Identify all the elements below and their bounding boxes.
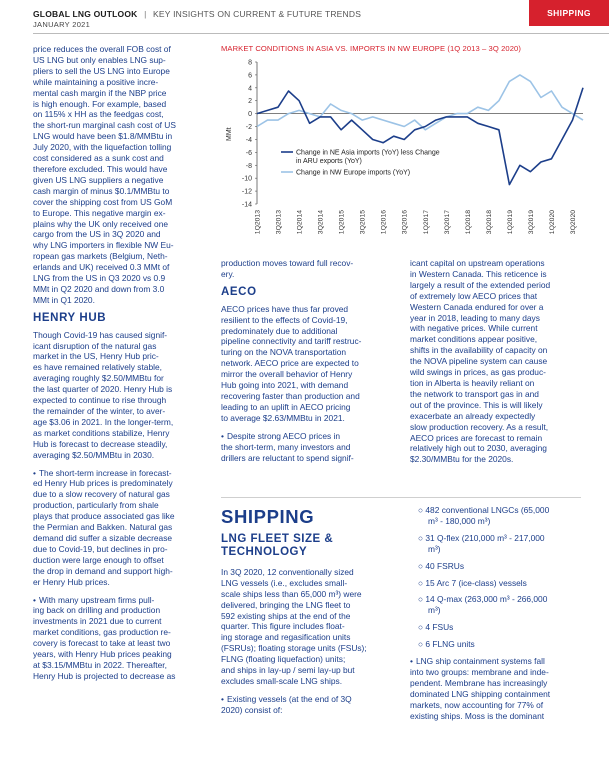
legend-label-cont: in ARU exports (YoY) xyxy=(296,158,362,165)
text-line: largely a result of the extended period xyxy=(410,279,551,290)
text-line: excludes small-scale LNG ships. xyxy=(221,675,343,686)
shipping-column-left xyxy=(221,506,387,723)
text-line: erlands and UK) received 0.3 MMt of xyxy=(33,262,170,273)
text-line: resilient to the effects of Covid-19, xyxy=(221,314,348,325)
fleet-heading xyxy=(221,533,387,559)
fleet-item-text: 31 Q-flex (210,000 m³ - 217,000 xyxy=(425,532,545,543)
x-tick-label: 3Q2018 xyxy=(485,210,493,235)
legend-label: Change in NE Asia imports (YoY) less Change xyxy=(296,149,440,157)
text-line: Western Canada endured for over a xyxy=(410,301,544,312)
text-line: out of the province. This is will likely xyxy=(410,399,543,410)
y-tick-label: 4 xyxy=(248,85,252,93)
text-line: 2020) consist of: xyxy=(221,704,283,715)
text-line: price reduces the overall FOB cost of xyxy=(33,44,171,54)
text-line: in Western Canada. This reticence is xyxy=(410,268,547,279)
x-tick-label: 1Q2019 xyxy=(506,210,514,235)
text-line: shifts in the availability of capacity on xyxy=(410,345,548,356)
containment-bullet: • LNG ship containment systems fall into two groups: membrane and inde- pendent. Membrane has increasingly dominated LNG shipping containment markets, now accounting for 77% of existing ships. Moss is the dominant xyxy=(410,656,551,721)
text-line: With many upstream firms pull- xyxy=(38,594,155,605)
fleet-list-item xyxy=(410,578,580,589)
recovery-paragraph xyxy=(221,258,387,280)
report-subtitle: KEY INSIGHTS ON CURRENT & FUTURE TRENDS xyxy=(153,9,362,19)
text-line: relatively high out to 2030, averaging xyxy=(410,443,547,454)
text-line: on 115% x HH as the feedgas cost, xyxy=(33,109,164,120)
x-tick-label: 3Q2014 xyxy=(317,210,325,235)
fleet-list-item xyxy=(410,533,580,555)
text-line: delivered, bringing the LNG fleet to xyxy=(221,599,351,610)
text-line: The short-term increase in forecast- xyxy=(38,467,172,478)
x-tick-label: 3Q2017 xyxy=(443,210,451,235)
y-tick-label: 0 xyxy=(248,111,252,119)
chart-title: MARKET CONDITIONS IN ASIA VS. IMPORTS IN NW EUROPE (1Q 2013 – 3Q 2020) xyxy=(221,44,522,53)
fleet-list-item xyxy=(410,639,580,650)
text-line: LNG from the US in Q3 2020 vs 0.9 xyxy=(33,273,166,284)
aeco-paragraph xyxy=(221,304,387,424)
fleet-list-item xyxy=(410,505,580,527)
fleet-heading-line-1: LNG FLEET SIZE & xyxy=(221,532,334,545)
fleet-item-text-cont: m³ - 180,000 m³) xyxy=(428,515,491,526)
text-line: due to a slow recovery of natural gas xyxy=(33,489,170,500)
text-line: network. AECO price are expected to xyxy=(221,358,359,369)
fleet-list-item xyxy=(410,561,580,572)
text-line: ery. xyxy=(221,268,235,279)
text-line: mirror the overall behavior of Henry xyxy=(221,369,353,380)
text-line: to Europe. This negative margin ex- xyxy=(33,207,166,218)
fleet-list-item xyxy=(410,594,580,616)
text-line: investments in 2021 due to current xyxy=(33,616,162,627)
x-tick-label: 1Q2018 xyxy=(464,210,472,235)
text-line: duction were large enough to offset xyxy=(33,554,164,565)
henry-bullet-2: • With many upstream firms pull- ing back on drilling and production investments in 2021 due to current market conditions, gas production re- covery is forecast to take at least two years, with Henry Hub prices peaking at $3.15/MMBtu in 2022. Thereafter, Henry Hub is projected to decrease as xyxy=(33,594,176,681)
aeco-bullet: • Despite strong AECO prices in the short-term, many investors and drillers are reluctant to spend signif- xyxy=(221,430,354,463)
text-line: age $3.06 in 2021. In the longer-term, xyxy=(33,416,174,427)
y-tick-label: -12 xyxy=(241,188,252,196)
text-line: into two groups: membrane and inde- xyxy=(410,666,549,677)
text-line: pendent. Membrane has increasingly xyxy=(410,677,548,688)
y-tick-label: -14 xyxy=(241,201,252,209)
text-line: cover the shipping cost from US GoM xyxy=(33,196,173,207)
text-line: ing storage and regasification units xyxy=(221,632,351,643)
text-line: at $3.15/MMBtu in 2022. Thereafter, xyxy=(33,659,167,670)
text-line: given US LNG suppliers a negative xyxy=(33,174,164,185)
henry-hub-heading: HENRY HUB xyxy=(33,311,107,324)
circle-bullet-icon: ○ xyxy=(418,560,426,571)
shipping-column-right xyxy=(410,505,580,729)
text-line: exacerbate an already expectedly xyxy=(410,410,536,421)
text-line: the network to transport gas in and xyxy=(410,388,539,399)
text-line: of extremely low AECO prices that xyxy=(410,290,538,301)
text-line: therefore excluded. This would have xyxy=(33,163,168,174)
circle-bullet-icon: ○ xyxy=(418,622,426,633)
x-tick-label: 3Q2016 xyxy=(401,210,409,235)
text-line: leading to an uplift in AECO pricing xyxy=(221,401,351,412)
text-line: year in 2018, leading to many days xyxy=(410,312,540,323)
text-line: pipeline connectivity and tariff restruc- xyxy=(221,336,362,347)
text-line: quarter. This figure includes float- xyxy=(221,621,345,632)
report-title-strong: GLOBAL LNG OUTLOOK xyxy=(33,9,138,19)
text-line: cargo from the US in 3Q 2020 and xyxy=(33,229,161,240)
text-line: markets, now accounting for 77% of xyxy=(410,699,544,710)
y-tick-label: -10 xyxy=(241,175,252,183)
y-tick-label: 2 xyxy=(248,98,252,106)
chart-plot xyxy=(221,56,591,254)
text-line: expected to continue to rise through xyxy=(33,395,167,406)
text-line: Henry Hub is projected to decrease as xyxy=(33,670,176,681)
text-line: market conditions appear positive, xyxy=(410,334,538,345)
text-line: In 3Q 2020, 12 conventionally sized xyxy=(221,566,354,577)
fleet-item-text-cont: m³) xyxy=(428,543,441,554)
text-line: averaging roughly $2.50/MMBtu for xyxy=(33,373,164,384)
report-title xyxy=(33,9,361,19)
column-middle xyxy=(221,258,387,470)
text-line: LNG would have been $1.8/MMBtu in xyxy=(33,131,173,142)
text-line: the NOVA pipeline system can cause xyxy=(410,356,548,367)
text-line: Existing vessels (at the end of 3Q xyxy=(226,693,352,704)
fleet-item-text: 6 FLNG units xyxy=(425,639,475,650)
text-line: icant disruption of the natural gas xyxy=(33,340,157,351)
text-line: recovering faster than production and xyxy=(221,390,360,401)
text-line: slow production recovery. As a result, xyxy=(410,421,549,432)
fleet-list-item xyxy=(410,622,580,633)
henry-bullet-1: • The short-term increase in forecast- ed Henry Hub prices is predominately due to a slow recovery of natural gas production, particularly from shale plays that produce associated gas like the Permian and Bakken. Natural gas demand did suffer a sizable decrease due to Covid-19, but declines in pro- duction were large enough to offset the drop in demand and support high- er Henry Hub prices. xyxy=(33,467,175,587)
fleet-list xyxy=(410,505,580,650)
fleet-item-text-cont: m³) xyxy=(428,605,441,616)
circle-bullet-icon: ○ xyxy=(418,577,426,588)
fleet-item-text: 15 Arc 7 (ice-class) vessels xyxy=(425,577,527,588)
text-line: the short-run marginal cash cost of US xyxy=(33,120,176,131)
header-rule xyxy=(33,33,609,34)
text-line: why LNG importers in flexible NW Eu- xyxy=(33,240,174,251)
text-line: LNG ship containment systems fall xyxy=(415,656,545,667)
text-line: is high enough. For example, based xyxy=(33,98,167,109)
text-line: with negative prices. While current xyxy=(410,323,538,334)
henry-hub-paragraph xyxy=(33,330,205,461)
fleet-item-text: 40 FSRUs xyxy=(425,560,465,571)
text-line: turing on the NOVA transportation xyxy=(221,347,347,358)
text-line: the Permian and Bakken. Natural gas xyxy=(33,522,173,533)
text-line: (FSRUs); floating storage units (FSUs); xyxy=(221,643,367,654)
circle-bullet-icon: ○ xyxy=(418,594,426,605)
text-line: the last quarter of 2020. Henry Hub is xyxy=(33,384,173,395)
circle-bullet-icon: ○ xyxy=(418,639,426,650)
fleet-paragraph xyxy=(221,567,387,687)
text-line: while maintaining a positive incre- xyxy=(33,76,159,87)
circle-bullet-icon: ○ xyxy=(418,532,426,543)
text-line: 592 existing ships at the end of the xyxy=(221,610,351,621)
text-line: Despite strong AECO prices in xyxy=(226,430,341,441)
y-tick-label: -6 xyxy=(245,149,252,157)
text-line: plains why the UK only received one xyxy=(33,218,169,229)
y-tick-label: 8 xyxy=(248,59,252,67)
text-line: cash margin of minus $0.1/MMBtu to xyxy=(33,185,170,196)
text-line: due to Covid-19, but declines in pro- xyxy=(33,543,168,554)
fleet-item-text: 482 conventional LNGCs (65,000 xyxy=(425,505,550,515)
text-line: AECO prices have thus far proved xyxy=(221,303,349,314)
text-line: to average $2.63/MMBtu in 2021. xyxy=(221,412,345,423)
text-line: ropean gas markets (Belgium, Neth- xyxy=(33,251,168,262)
y-axis-label: MMt xyxy=(226,127,233,141)
text-line: production, particularly from shale xyxy=(33,500,159,511)
text-line: Hub going into 2021, with demand xyxy=(221,380,349,391)
circle-bullet-icon: ○ xyxy=(418,505,426,515)
text-line: mental cash margin if the NBP price xyxy=(33,87,167,98)
series-line-1 xyxy=(257,75,583,130)
aeco-continued-paragraph xyxy=(410,258,580,465)
text-line: covery is forecast to take at least two xyxy=(33,638,171,649)
text-line: es have remained relatively stable, xyxy=(33,362,162,373)
text-line: existing ships. Moss is the dominant xyxy=(410,710,545,721)
text-line: plays that produce associated gas like xyxy=(33,511,175,522)
title-separator: | xyxy=(144,9,147,19)
text-line: MMt in Q1 2020. xyxy=(33,294,95,305)
text-line: scale ships less than 65,000 m³) were xyxy=(221,588,362,599)
fleet-heading-line-2: TECHNOLOGY xyxy=(221,545,308,558)
x-tick-label: 3Q2015 xyxy=(359,210,367,235)
text-line: market in the US, Henry Hub pric- xyxy=(33,351,159,362)
text-line: dominated LNG shipping containment xyxy=(410,688,551,699)
text-line: Hub is forecast to decrease steadily, xyxy=(33,438,168,449)
y-tick-label: 6 xyxy=(248,72,252,80)
text-line: MMt in Q2 2020 and down from 3.0 xyxy=(33,283,165,294)
text-line: icant capital on upstream operations xyxy=(410,258,545,268)
text-line: cost considered as a sunk cost and xyxy=(33,153,164,164)
x-tick-label: 3Q2013 xyxy=(275,210,283,235)
column-left xyxy=(33,44,205,689)
section-tab: SHIPPING xyxy=(529,0,609,26)
x-tick-label: 1Q2020 xyxy=(548,210,556,235)
y-tick-label: -4 xyxy=(245,136,252,144)
y-tick-label: -2 xyxy=(245,124,252,132)
x-tick-label: 1Q2016 xyxy=(380,210,388,235)
page-header xyxy=(0,0,609,36)
text-line: ing back on drilling and production xyxy=(33,605,161,616)
text-line: AECO prices are forecast to remain xyxy=(410,432,543,443)
x-tick-label: 1Q2014 xyxy=(296,210,304,235)
text-line: wild swings in prices, as gas produc- xyxy=(410,367,546,378)
text-line: pliers to sell the US LNG into Europe xyxy=(33,65,170,76)
text-line: Though Covid-19 has caused signif- xyxy=(33,329,168,340)
text-line: market conditions, gas production re- xyxy=(33,627,171,638)
existing-vessels-bullet: • Existing vessels (at the end of 3Q 2020) consist of: xyxy=(221,693,352,715)
intro-paragraph xyxy=(33,44,205,306)
text-line: $2.30/MMBtu for the 2020s. xyxy=(410,454,514,465)
report-date: JANUARY 2021 xyxy=(33,20,91,29)
text-line: the drop in demand and support high- xyxy=(33,565,173,576)
text-line: drillers are reluctant to spend signif- xyxy=(221,452,354,463)
text-line: er Henry Hub prices. xyxy=(33,576,110,587)
y-tick-label: -8 xyxy=(245,162,252,170)
market-conditions-chart xyxy=(221,44,591,254)
legend-label: Change in NW Europe imports (YoY) xyxy=(296,169,411,177)
text-line: US LNG but only enables LNG sup- xyxy=(33,54,166,65)
column-right xyxy=(410,258,580,472)
text-line: July 2020, with the liquefaction tolling xyxy=(33,142,172,153)
aeco-heading: AECO xyxy=(221,285,257,298)
text-line: predominately due to additional xyxy=(221,325,338,336)
fleet-item-text: 14 Q-max (263,000 m³ - 266,000 xyxy=(425,594,548,605)
text-line: and ships in lay-up / semi lay-up but xyxy=(221,665,355,676)
text-line: the remainder of the winter, to aver- xyxy=(33,406,166,416)
x-tick-label: 1Q2017 xyxy=(422,210,430,235)
text-line: as market conditions stabilize, Henry xyxy=(33,427,170,438)
fleet-item-text: 4 FSUs xyxy=(425,622,454,633)
text-line: demand did suffer a sizable decrease xyxy=(33,532,173,543)
x-tick-label: 1Q2015 xyxy=(338,210,346,235)
text-line: FLNG (floating liquefaction) units; xyxy=(221,654,346,665)
text-line: production moves toward full recov- xyxy=(221,258,354,268)
text-line: tion in Alberta is heavily reliant on xyxy=(410,377,535,388)
section-divider xyxy=(221,497,581,498)
text-line: years, with Henry Hub prices peaking xyxy=(33,649,172,660)
text-line: LNG vessels (i.e., excludes small- xyxy=(221,577,348,588)
x-tick-label: 1Q2013 xyxy=(254,210,262,235)
shipping-heading: SHIPPING xyxy=(221,506,315,527)
x-tick-label: 3Q2020 xyxy=(569,210,577,235)
x-tick-label: 3Q2019 xyxy=(527,210,535,235)
text-line: ed Henry Hub prices is predominately xyxy=(33,478,173,489)
text-line: averaging $2.50/MMBtu in 2030. xyxy=(33,449,155,460)
text-line: the short-term, many investors and xyxy=(221,441,351,452)
